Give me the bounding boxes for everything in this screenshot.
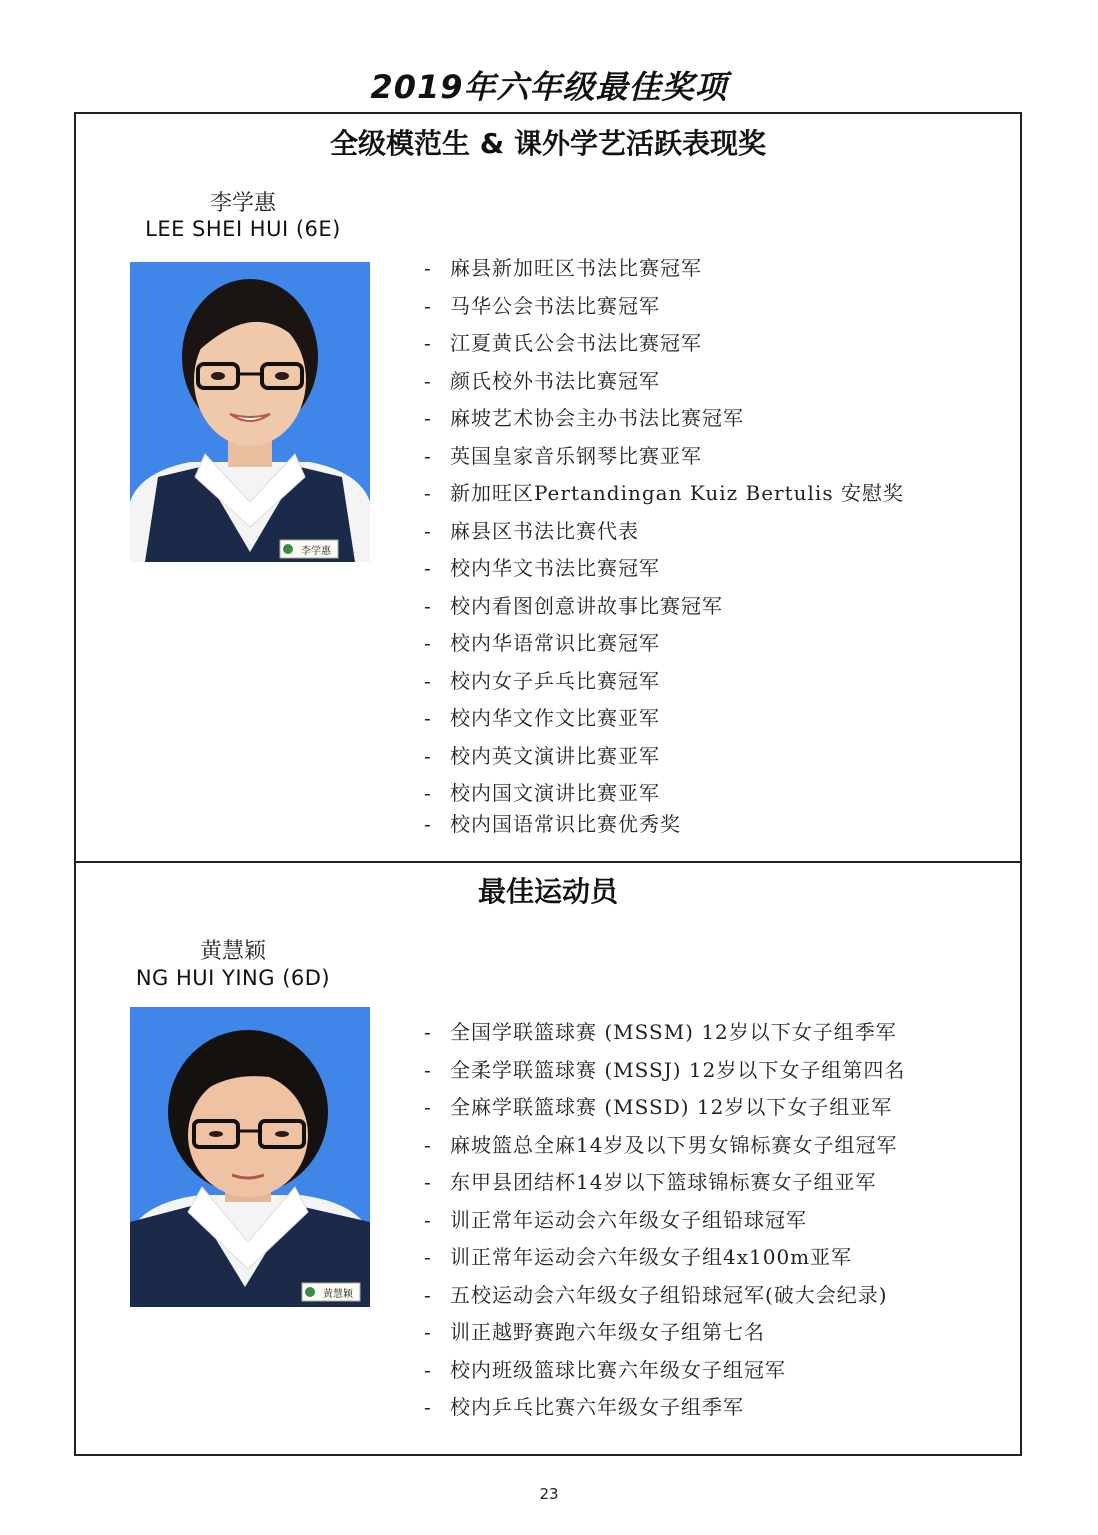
section-title-model-student: 全级模范生 & 课外学艺活跃表现奖 xyxy=(330,127,766,160)
bullet-dash: - xyxy=(424,368,432,393)
bullet-dash: - xyxy=(424,781,432,805)
award-item: - 麻坡艺术协会主办书法比赛冠军 xyxy=(424,406,744,430)
bullet-dash: - xyxy=(424,593,432,618)
bullet-dash: - xyxy=(424,743,432,768)
award-item: - 训正常年运动会六年级女子组铅球冠军 xyxy=(424,1207,807,1232)
student-name-english: NG HUI YING (6D) xyxy=(135,966,331,990)
bullet-dash: - xyxy=(424,256,432,280)
award-item: - 麻县新加旺区书法比赛冠军 xyxy=(424,256,702,280)
bullet-dash: - xyxy=(424,1170,432,1194)
student-name-chinese: 李学惠 xyxy=(209,191,276,216)
name-badge-text: 李学惠 xyxy=(301,546,331,557)
award-list-model-student xyxy=(424,252,904,839)
page-number: 23 xyxy=(539,1485,559,1503)
award-item: - 颜氏校外书法比赛冠军 xyxy=(424,368,660,393)
award-item: - 全国学联篮球赛 (MSSM) 12岁以下女子组季军 xyxy=(424,1020,897,1044)
award-item: - 江夏黄氏公会书法比赛冠军 xyxy=(424,331,702,355)
award-item: - 全柔学联篮球赛 (MSSJ) 12岁以下女子组第四名 xyxy=(424,1057,906,1082)
section-title-best-athlete: 最佳运动员 xyxy=(477,875,618,908)
bullet-dash: - xyxy=(424,1095,432,1119)
award-item: - 麻县区书法比赛代表 xyxy=(424,518,639,543)
award-item: - 全麻学联篮球赛 (MSSD) 12岁以下女子组亚军 xyxy=(424,1095,893,1119)
award-item: - 校内看图创意讲故事比赛冠军 xyxy=(424,593,723,618)
student-name-chinese: 黄慧颖 xyxy=(199,939,266,964)
bullet-dash: - xyxy=(424,668,432,693)
bullet-dash: - xyxy=(424,518,432,543)
award-item: - 校内英文演讲比赛亚军 xyxy=(424,743,660,768)
bullet-dash: - xyxy=(424,1282,432,1307)
award-item: - 校内华语常识比赛冠军 xyxy=(424,631,660,655)
bullet-dash: - xyxy=(424,406,432,430)
award-item: - 校内班级篮球比赛六年级女子组冠军 xyxy=(424,1357,786,1382)
bullet-dash: - xyxy=(424,443,432,468)
award-item: - 校内女子乒乓比赛冠军 xyxy=(424,668,660,693)
award-item: - 英国皇家音乐钢琴比赛亚军 xyxy=(424,443,702,468)
section-divider xyxy=(76,861,1020,863)
student-photo-lee-shei-hui xyxy=(130,262,370,562)
bullet-dash: - xyxy=(424,293,432,318)
award-item: - 麻坡篮总全麻14岁及以下男女锦标赛女子组冠军 xyxy=(424,1132,898,1157)
award-item: - 校内国文演讲比赛亚军 xyxy=(424,781,660,805)
bullet-dash: - xyxy=(424,812,432,836)
award-item: - 校内乒乓比赛六年级女子组季军 xyxy=(424,1395,744,1419)
bullet-dash: - xyxy=(424,331,432,355)
bullet-dash: - xyxy=(424,1057,432,1082)
bullet-dash: - xyxy=(424,481,432,505)
award-item: - 五校运动会六年级女子组铅球冠军(破大会纪录) xyxy=(424,1282,888,1307)
award-item: - 校内国语常识比赛优秀奖 xyxy=(424,812,681,836)
page-title: 2019年六年级最佳奖项 xyxy=(370,68,728,106)
award-item: - 校内华文书法比赛冠军 xyxy=(424,556,660,580)
award-item: - 东甲县团结杯14岁以下篮球锦标赛女子组亚军 xyxy=(424,1170,877,1194)
awards-frame xyxy=(74,112,1022,1456)
student-name-english: LEE SHEI HUI (6E) xyxy=(145,217,341,241)
bullet-dash: - xyxy=(424,1357,432,1382)
award-item: - 马华公会书法比赛冠军 xyxy=(424,293,660,318)
award-item: - 训正越野赛跑六年级女子组第七名 xyxy=(424,1320,765,1344)
bullet-dash: - xyxy=(424,706,432,730)
award-item: - 训正常年运动会六年级女子组4x100m亚军 xyxy=(424,1245,853,1269)
bullet-dash: - xyxy=(424,556,432,580)
name-badge-text: 黄慧颖 xyxy=(323,1289,353,1300)
award-item: - 校内华文作文比赛亚军 xyxy=(424,706,660,730)
bullet-dash: - xyxy=(424,1320,432,1344)
bullet-dash: - xyxy=(424,1207,432,1232)
bullet-dash: - xyxy=(424,1395,432,1419)
award-list-best-athlete xyxy=(424,1016,905,1429)
bullet-dash: - xyxy=(424,1132,432,1157)
bullet-dash: - xyxy=(424,1245,432,1269)
bullet-dash: - xyxy=(424,631,432,655)
bullet-dash: - xyxy=(424,1020,432,1044)
award-item: - 新加旺区Pertandingan Kuiz Bertulis 安慰奖 xyxy=(424,481,904,505)
student-photo-ng-hui-ying xyxy=(130,1007,370,1307)
